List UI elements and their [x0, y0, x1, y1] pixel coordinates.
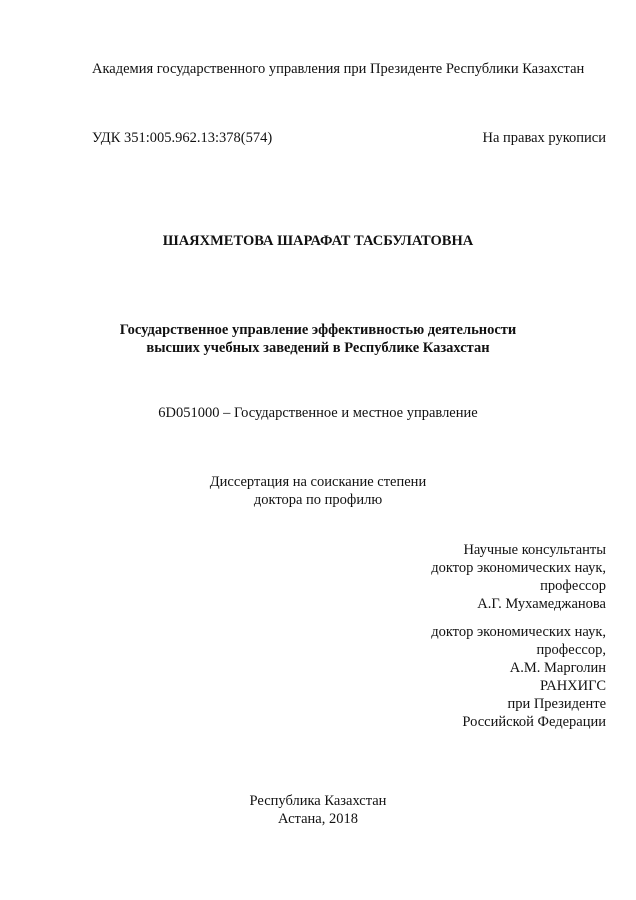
second-consultant	[431, 623, 606, 731]
specialty-code: 6D051000 – Государственное и местное управление	[158, 405, 478, 421]
institution-name: Академия государственного управления при Президенте Республики Казахстан	[92, 61, 585, 77]
consultant-title: профессор	[540, 578, 606, 594]
author-name: ШАЯХМЕТОВА ШАРАФАТ ТАСБУЛАТОВНА	[162, 233, 474, 249]
consultant-affiliation-line: Российской Федерации	[462, 714, 606, 730]
consultant-title: профессор,	[536, 642, 606, 658]
manuscript-rights: На правах рукописи	[482, 130, 606, 146]
degree-line: Диссертация на соискание степени	[209, 474, 427, 490]
consultant-name: А.М. Марголин	[509, 660, 606, 676]
consultant-name: А.Г. Мухамеджанова	[477, 596, 606, 612]
consultant-affiliation: РАНХИГС	[540, 678, 606, 694]
udk-code: УДК 351:005.962.13:378(574)	[92, 130, 273, 146]
degree-statement	[0, 473, 636, 509]
consultant-degree: доктор экономических наук,	[431, 560, 606, 576]
consultant-affiliation-line: при Президенте	[507, 696, 606, 712]
title-line: Государственное управление эффективностью деятельности	[119, 322, 517, 338]
title-line: высших учебных заведений в Республике Казахстан	[146, 340, 490, 356]
degree-line: доктора по профилю	[253, 492, 383, 508]
scientific-consultants	[431, 541, 606, 613]
consultant-degree: доктор экономических наук,	[431, 624, 606, 640]
place-and-year	[0, 792, 636, 828]
dissertation-title	[0, 321, 636, 357]
year-line: Астана, 2018	[278, 811, 358, 827]
consultant-heading: Научные консультанты	[463, 542, 606, 558]
place-line: Республика Казахстан	[249, 793, 387, 809]
